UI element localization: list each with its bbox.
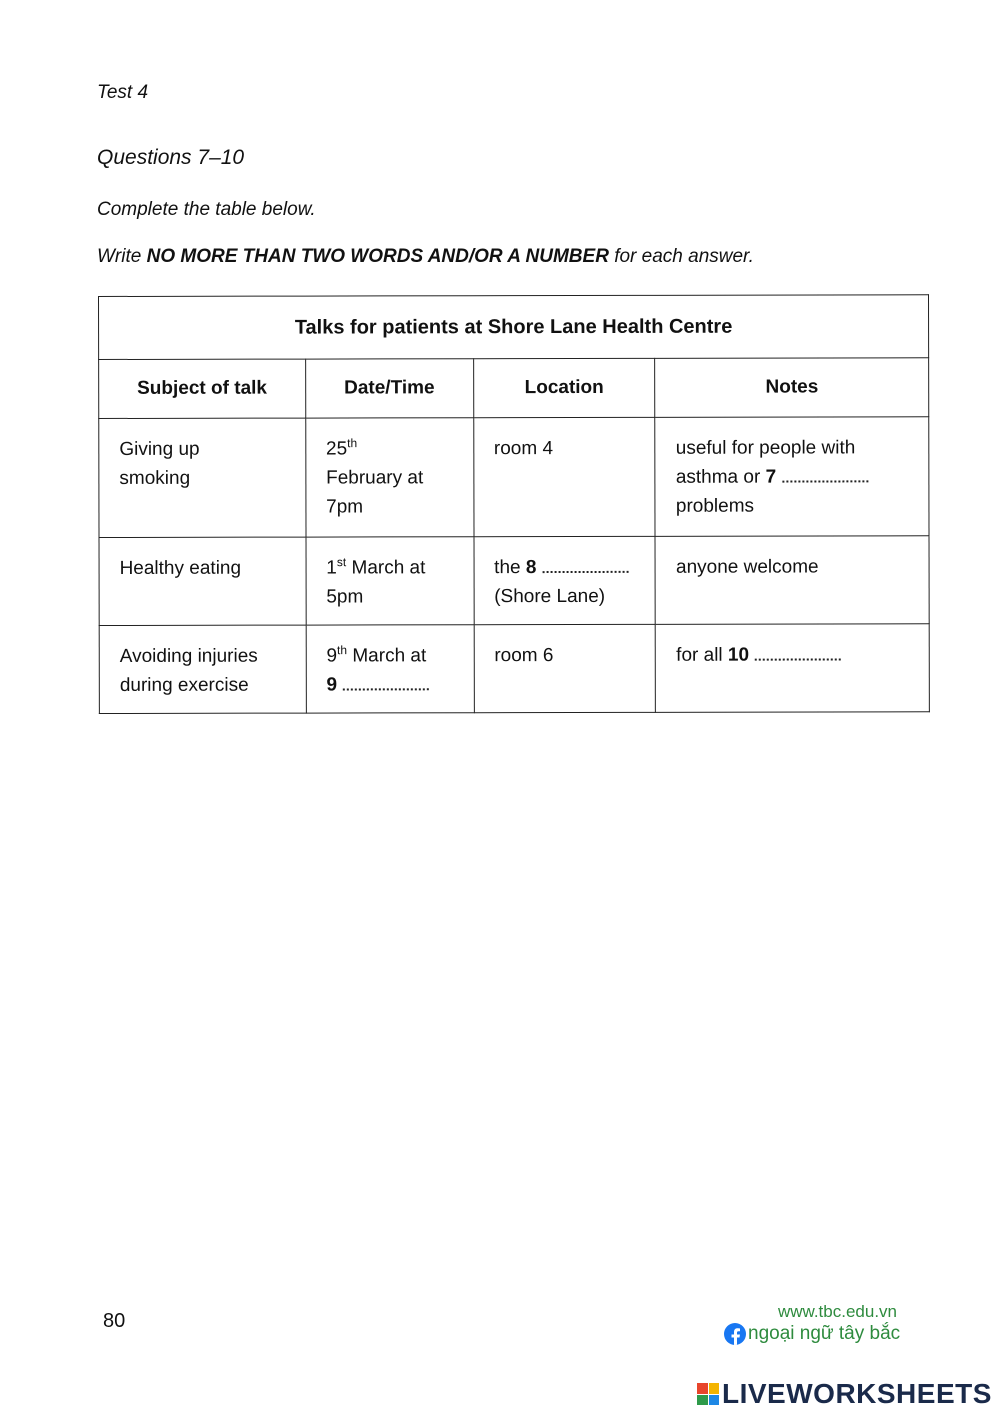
question-number-10: 10 — [727, 644, 750, 666]
table-row — [99, 417, 929, 538]
subject-cell — [99, 418, 306, 537]
column-header-notes: Notes — [655, 358, 929, 418]
column-header-subject: Subject of talk — [99, 359, 306, 418]
date-line — [326, 553, 453, 582]
answer-rule-bold: NO MORE THAN TWO WORDS AND/OR A NUMBER — [146, 246, 609, 267]
instruction-text: Complete the table below. — [97, 199, 316, 220]
date-text: March at — [347, 645, 427, 667]
page-number: 80 — [103, 1310, 126, 1332]
subject-line: Avoiding injuries — [119, 645, 258, 667]
notes-cell — [656, 624, 930, 713]
subject-cell — [99, 625, 306, 713]
question-number-9: 9 — [326, 674, 338, 696]
location-text: room 6 — [494, 645, 554, 667]
brand-url: www.tbc.edu.vn — [777, 1302, 897, 1321]
notes-cell — [655, 417, 929, 537]
date-line: 7pm — [326, 496, 364, 518]
subject-line: Giving up — [119, 438, 200, 460]
date-cell — [306, 537, 474, 625]
date-day: 25 — [326, 438, 348, 460]
subject-line: during exercise — [119, 674, 249, 696]
date-line — [326, 434, 453, 463]
answer-blank-7[interactable] — [782, 476, 868, 482]
brand-name: ngoại ngữ tây bắc — [748, 1323, 901, 1344]
date-text: March at — [346, 557, 426, 579]
location-cell — [473, 417, 655, 536]
location-text: the — [494, 557, 526, 579]
column-header-date: Date/Time — [305, 359, 473, 418]
notes-cell — [655, 536, 929, 625]
date-cell — [306, 625, 474, 713]
date-line: February at — [326, 467, 424, 489]
facebook-icon — [724, 1323, 746, 1345]
date-line — [326, 670, 453, 699]
notes-line: useful for people with — [675, 437, 856, 459]
liveworksheets-mark-icon — [697, 1383, 719, 1405]
question-number-7: 7 — [765, 466, 777, 488]
date-cell — [305, 418, 473, 537]
subject-line: smoking — [119, 467, 191, 489]
answer-rule-suffix: for each answer. — [608, 246, 754, 267]
date-suffix: th — [337, 643, 348, 658]
date-line — [326, 641, 453, 670]
location-text: room 4 — [493, 438, 554, 460]
table-title: Talks for patients at Shore Lane Health Centre — [99, 295, 929, 360]
subject-line: Healthy eating — [119, 557, 242, 579]
test-label: Test 4 — [97, 82, 149, 103]
column-header-location: Location — [473, 358, 655, 417]
notes-line — [676, 462, 909, 491]
notes-text: asthma or — [675, 466, 766, 488]
answer-blank-10[interactable] — [755, 654, 841, 660]
question-number-8: 8 — [525, 557, 537, 579]
notes-line: problems — [675, 495, 755, 517]
date-day: 9 — [326, 645, 338, 667]
location-cell — [474, 624, 656, 712]
date-suffix: th — [347, 436, 358, 451]
table-row — [99, 536, 929, 626]
liveworksheets-text: LIVEWORKSHEETS — [722, 1378, 992, 1409]
location-line: (Shore Lane) — [494, 585, 606, 608]
answer-rule — [97, 246, 754, 268]
table-row — [99, 624, 929, 714]
notes-text: for all — [676, 644, 728, 666]
brand-watermark — [724, 1302, 924, 1345]
brand-row — [724, 1323, 924, 1345]
liveworksheets-logo — [697, 1378, 992, 1410]
date-day: 1 — [326, 557, 337, 579]
location-line — [494, 553, 635, 582]
notes-line: anyone welcome — [675, 556, 819, 578]
talks-table — [98, 294, 930, 714]
questions-heading: Questions 7–10 — [97, 146, 245, 169]
date-line: 5pm — [326, 586, 364, 608]
notes-line — [676, 640, 909, 669]
answer-rule-prefix: Write — [97, 246, 147, 267]
subject-cell — [99, 537, 306, 625]
answer-blank-9[interactable] — [343, 684, 429, 690]
answer-blank-8[interactable] — [542, 567, 628, 573]
location-cell — [474, 536, 656, 624]
date-suffix: st — [336, 555, 347, 570]
